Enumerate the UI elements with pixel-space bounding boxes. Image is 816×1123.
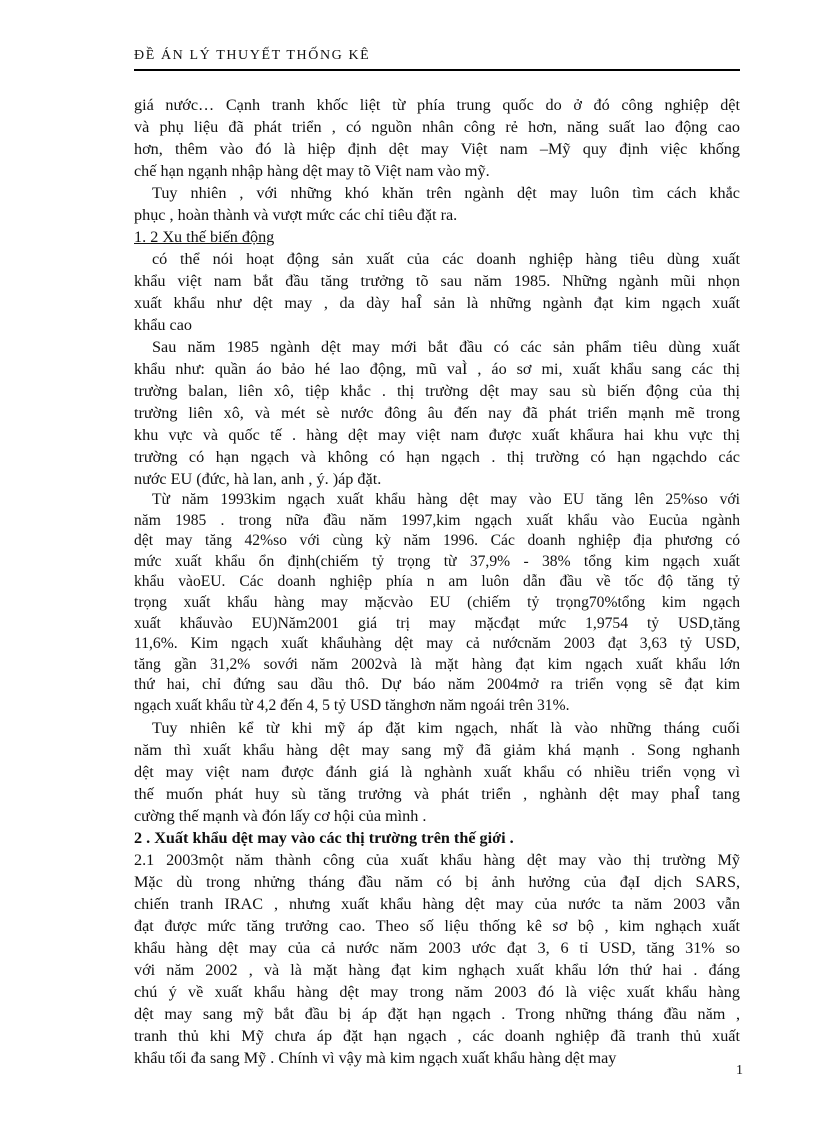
text-line: Tuy nhiên , với những khó khăn trên ngành dệt may luôn tìm cách khắc [152, 184, 740, 202]
text-line: Từ năm 1993kim ngạch xuất khẩu hàng dệt may vào EU tăng lên 25%so với [152, 491, 740, 508]
header-rule [134, 69, 740, 71]
text-line: 2.1 2003một năm thành công của xuất khẩu hàng dệt may vào thị trường Mỹ [134, 850, 740, 869]
text-line: tăng gần 31,2% sovới năm 2002và là mặt hàng đạt kim ngạch xuất khẩu lớn [134, 655, 740, 673]
text-line: thế muốn phát huy sù tăng trưởng và phát triển , nghành dệt may phaÎ tang [134, 784, 740, 803]
document-body [134, 94, 740, 1069]
text-line: trường có hạn ngạch và không có hạn ngạch . thị trường có hạn ngạchdo các [134, 448, 740, 466]
text-line: khẩu việt nam bắt đầu tăng trưởng tõ sau năm 1985. Những ngành mũi nhọn [134, 272, 740, 290]
text-line: chiến tranh IRAC , nhưng xuất khẩu hàng dệt may của nước ta năm 2003 vẫn [134, 894, 740, 913]
text-line: cường thế mạnh và đón lấy cơ hội của mình . [134, 806, 427, 825]
text-line: năm thì xuất khẩu hàng dệt may sang mỹ đã giảm khá mạnh . Song nghanh [134, 740, 740, 759]
text-line: năm 1985 . trong nữa đầu năm 1997,kim ngạch xuất khẩu vào Eucủa ngành [134, 511, 740, 529]
section-heading: 2 . Xuất khẩu dệt may vào các thị trường trên thế giới . [134, 828, 514, 847]
text-line: phục , hoàn thành và vượt mức các chỉ tiêu đặt ra. [134, 206, 458, 224]
text-line: thứ hai, chỉ đứng sau dầu thô. Dự báo năm 2004mở ra triển vọng sẽ đạt kim [134, 676, 740, 694]
text-line: khẩu cao [134, 316, 192, 334]
text-line: khẩu như: quần áo bảo hé lao động, mũ vaÌ , áo sơ mi, xuất khẩu sang các thị [134, 360, 740, 378]
text-line: khẩu hàng dệt may của cả nước năm 2003 ước đạt 3, 6 tỉ USD, tăng 31% so [134, 938, 740, 957]
text-line: khẩu tối đa sang Mỹ . Chính vì vậy mà kim ngạch xuất khẩu hàng dệt may [134, 1048, 617, 1067]
text-line: 11,6%. Kim ngạch xuất khẩuhàng dệt may cả nướcnăm 2003 đạt 3,63 tỷ USD, [134, 635, 740, 653]
text-line: Tuy nhiên kể từ khi mỹ áp đặt kim ngạch, nhất là vào những tháng cuối [152, 718, 740, 737]
text-line: dệt may việt nam được đánh giá là nghành xuất khẩu có nhiều triển vọng vì [134, 762, 740, 781]
text-line: trọng xuất khẩu hàng may mặcvào EU (chiếm tỷ trọng70%tổng kim ngạch [134, 593, 740, 611]
text-line: có thể nói hoạt động sản xuất của các doanh nghiệp hàng tiêu dùng xuất [152, 250, 740, 268]
text-line: dệt may tăng 42%so với cùng kỳ năm 1996. Các doanh nghiệp địa phương có [134, 532, 740, 550]
text-line: chế hạn ngạnh nhập hàng dệt may tõ Việt nam vào mỹ. [134, 162, 490, 180]
text-line: khu vực và quốc tế . hàng dệt may việt nam được xuất khẩura hai khu vực thị [134, 426, 740, 444]
text-line: mức xuất khẩu ổn định(chiếm tỷ trọng từ 37,9% - 38% tổng kim ngạch xuất [134, 552, 740, 570]
text-line: và phụ liệu đã phát triển , có nguồn nhân công rẻ hơn, năng suất lao động cao [134, 118, 740, 136]
text-line: trường balan, liên xô, tiệp khắc . thị trường dệt may sau sù biến động của thị [134, 382, 740, 400]
page-number: 1 [736, 1063, 743, 1078]
text-line: với năm 2002 , và là mặt hàng đạt kim nghạch xuất khẩu lớn thứ hai . đáng [134, 960, 740, 979]
text-line: trường liên xô, và mét sè nước đông âu đến nay đã phát triển mạnh mẽ trong [134, 404, 740, 422]
section-heading: 1. 2 Xu thế biến động [134, 228, 275, 246]
text-line: giá nước… Cạnh tranh khốc liệt từ phía trung quốc do ở đó công nghiệp dệt [134, 96, 740, 114]
text-line: nước EU (đức, hà lan, anh , ý. )áp đặt. [134, 470, 382, 488]
text-line: đạt được mức tăng trưởng cao. Theo số liệu thống kê sơ bộ , kim nghạch xuất [134, 916, 740, 935]
text-line: Mặc dù trong nhửng tháng đầu năm có bị ảnh hưởng của đạI dịch SARS, [134, 872, 740, 891]
text-line: chú ý về xuất khẩu hàng dệt may trong năm 2003 đó là việc xuất khẩu hàng [134, 982, 740, 1001]
text-line: xuất khẩu như dệt may , da dày haÎ sản là những ngành đạt kim ngạch xuất [134, 294, 740, 312]
text-line: dệt may sang mỹ bắt đầu bị áp đặt hạn ngạch . Trong những tháng đầu năm , [134, 1004, 740, 1023]
text-line: ngạch xuất khẩu từ 4,2 đến 4, 5 tỷ USD tănghơn năm ngoái trên 31%. [134, 696, 570, 714]
text-line: khẩu vàoEU. Các doanh nghiệp phía n am luôn dẫn đầu về tốc độ tăng tỷ [134, 573, 740, 591]
document-header-title: ĐỀ ÁN LÝ THUYẾT THỐNG KÊ [134, 48, 371, 63]
text-line: Sau năm 1985 ngành dệt may mới bắt đầu có các sản phẩm tiêu dùng xuất [152, 338, 740, 356]
text-line: tranh thủ khi Mỹ chưa áp đặt hạn ngạch , các doanh nghiệp đã tranh thủ xuất [134, 1026, 740, 1045]
text-line: xuất khẩuvào EU)Năm2001 giá trị may mặcđạt mức 1,9754 tỷ USD,tăng [134, 614, 740, 632]
text-line: hơn, thêm vào đó là hiệp định dệt may Việt nam –Mỹ quy định việc khống [134, 140, 740, 158]
